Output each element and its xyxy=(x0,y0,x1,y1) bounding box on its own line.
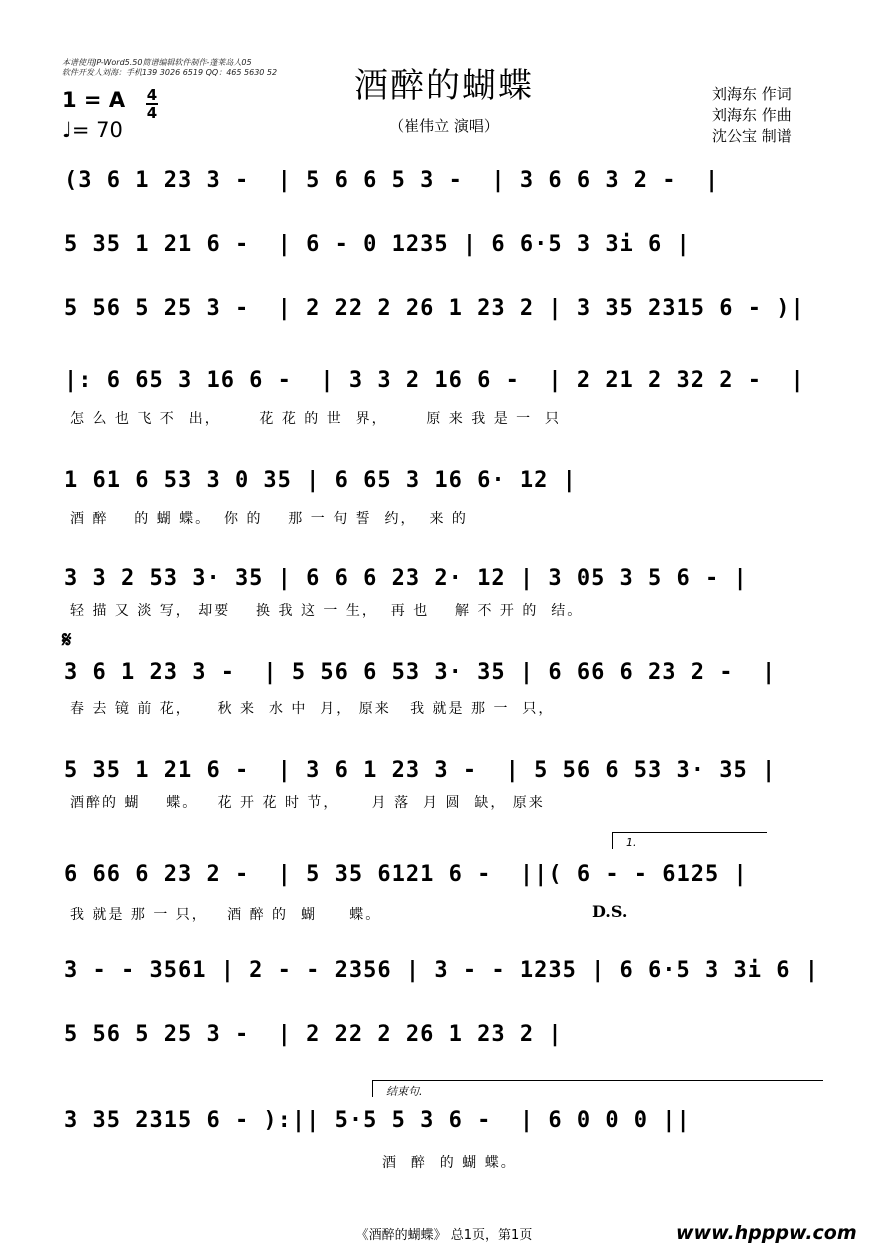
score-line-6 xyxy=(60,566,830,619)
page-footer: 《酒醉的蝴蝶》 总1页，第1页 xyxy=(355,1228,533,1243)
score-line-10 xyxy=(60,958,830,988)
volta-label-1: 1. xyxy=(626,836,637,849)
song-title: 酒醉的蝴蝶 xyxy=(354,66,534,106)
volta-label-end: 结束句. xyxy=(386,1085,423,1098)
score-line-4 xyxy=(60,368,830,427)
credit-line-1: 本谱使用JP-Word5.50简谱编辑软件制作-蓬莱岛人05 xyxy=(62,58,252,67)
score-line-12 xyxy=(60,1108,830,1171)
time-signature xyxy=(146,88,158,120)
lyrics: 我 就是 那 一 只， 酒 醉 的 蝴 蝶。 xyxy=(70,907,382,923)
notes: 5 56 5 25 3 - | 2 22 2 26 1 23 2 | xyxy=(64,1022,563,1047)
notes: 6 66 6 23 2 - | 5 35 6121 6 - ||( 6 - - 6125 | xyxy=(64,862,748,887)
arranger: 沈公宝 制谱 xyxy=(712,127,792,145)
score-line-5 xyxy=(60,468,830,527)
notes: 3 3 2 53 3· 35 | 6 6 6 23 2· 12 | 3 05 3 5 6 - | xyxy=(64,566,748,591)
lyricist: 刘海东 作词 xyxy=(712,85,792,103)
lyrics: 怎 么 也 飞 不 出， 花 花 的 世 界， 原 来 我 是 一 只 xyxy=(70,411,562,427)
notes: |: 6 65 3 16 6 - | 3 3 2 16 6 - | 2 21 2 32 2 - | xyxy=(64,368,805,393)
notes: 5 56 5 25 3 - | 2 22 2 26 1 23 2 | 3 35 2315 6 - )| xyxy=(64,296,805,321)
lyrics: 酒 醉 的 蝴 蝶。 你 的 那 一 句 誓 约， 来 的 xyxy=(70,511,468,527)
volta-bracket-end xyxy=(372,1080,823,1097)
notes: 3 6 1 23 3 - | 5 56 6 53 3· 35 | 6 66 6 23 2 - | xyxy=(64,660,777,685)
notes: (3 6 1 23 3 - | 5 6 6 5 3 - | 3 6 6 3 2 - | xyxy=(64,168,720,193)
tempo-mark: ♩= 70 xyxy=(62,118,123,142)
lyrics: 酒 醉 的 蝴 蝶。 xyxy=(382,1155,517,1171)
score-line-8 xyxy=(60,758,830,811)
dal-segno: D.S. xyxy=(592,902,628,921)
score-line-7 xyxy=(60,660,830,717)
lyrics: 春 去 镜 前 花， 秋 来 水 中 月， 原来 我 就是 那 一 只， xyxy=(70,701,555,717)
segno-sign: 𝄋 xyxy=(62,628,72,653)
time-bottom: 4 xyxy=(146,104,158,122)
lyrics: 酒醉的 蝴 蝶。 花 开 花 时 节， 月 落 月 圆 缺， 原来 xyxy=(70,795,545,811)
score-line-2 xyxy=(60,232,830,262)
notes: 3 - - 3561 | 2 - - 2356 | 3 - - 1235 | 6 6·5 3 3i 6 | xyxy=(64,958,819,983)
site-watermark: www.hpppw.com xyxy=(676,1222,857,1244)
score-line-1 xyxy=(60,168,830,198)
notes: 1 61 6 53 3 0 35 | 6 65 3 16 6· 12 | xyxy=(64,468,577,493)
time-top: 4 xyxy=(146,86,158,104)
notes: 5 35 1 21 6 - | 3 6 1 23 3 - | 5 56 6 53 3· 35 | xyxy=(64,758,777,783)
score-line-11 xyxy=(60,1022,830,1052)
composer: 刘海东 作曲 xyxy=(712,106,792,124)
author-block xyxy=(712,84,792,147)
performer: （崔伟立 演唱） xyxy=(389,117,499,135)
credit-line-2: 软件开发人刘海：手机139 3026 6519 QQ：465 5630 52 xyxy=(62,68,278,77)
score-line-3 xyxy=(60,296,830,326)
lyrics: 轻 描 又 淡 写， 却要 换 我 这 一 生， 再 也 解 不 开 的 结。 xyxy=(70,603,584,619)
key-signature: 1 = A xyxy=(62,88,126,112)
notes: 5 35 1 21 6 - | 6 - 0 1235 | 6 6·5 3 3i 6 | xyxy=(64,232,691,257)
notes: 3 35 2315 6 - ):|| 5·5 5 3 6 - | 6 0 0 0 || xyxy=(64,1108,691,1133)
